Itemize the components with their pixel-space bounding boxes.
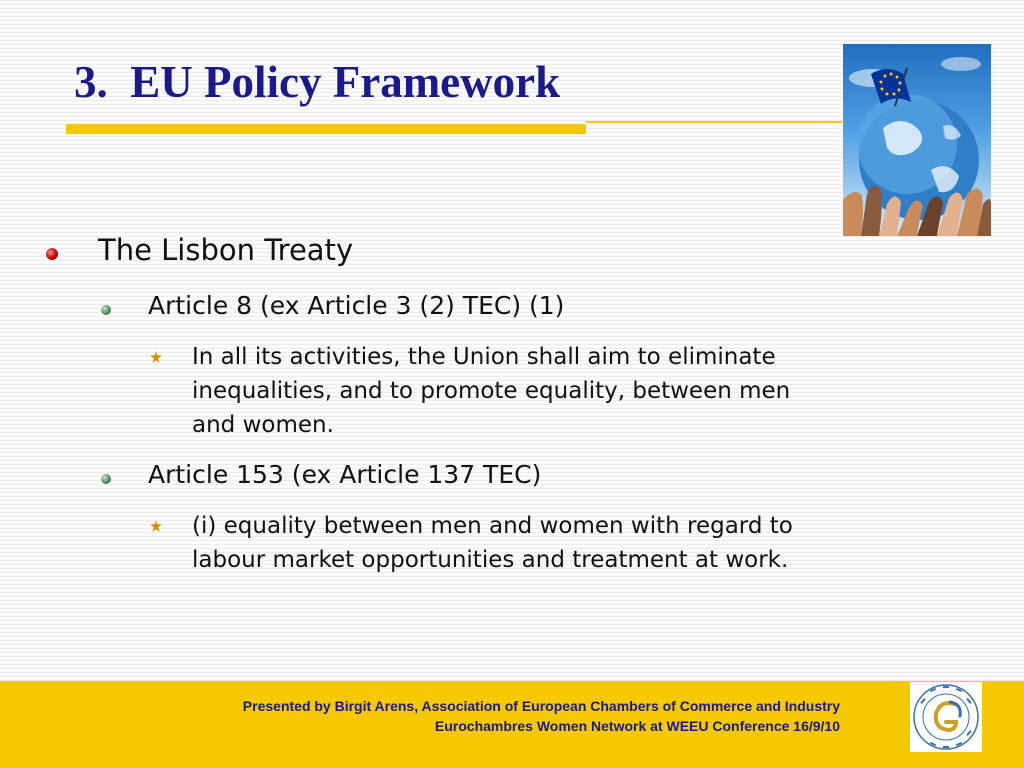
text-line: and women.	[192, 412, 334, 438]
title-underline-thick	[66, 124, 586, 134]
footer-line-event: Eurochambres Women Network at WEEU Conference 16/9/10	[434, 718, 840, 734]
text-line: labour market opportunities and treatment at work.	[192, 547, 789, 573]
footer-line-presenter: Presented by Birgit Arens, Association of European Chambers of Commerce and Industry	[242, 698, 840, 714]
level3-bullet-icon	[150, 351, 162, 363]
level1-bullet-icon	[46, 248, 58, 260]
text-line: (i) equality between men and women with regard to	[192, 513, 793, 539]
globe-hands-photo	[843, 44, 991, 236]
title-underline-thin	[586, 121, 842, 123]
university-logo	[910, 682, 982, 752]
bullet-article-8: Article 8 (ex Article 3 (2) TEC) (1)	[148, 291, 565, 320]
footer-credit	[243, 696, 840, 736]
text-line: In all its activities, the Union shall aim to eliminate	[192, 344, 776, 370]
article-8-text	[192, 340, 952, 442]
bullet-article-153: Article 153 (ex Article 137 TEC)	[148, 460, 542, 489]
level2-bullet-icon	[101, 474, 111, 484]
slide-title: 3. EU Policy Framework	[74, 57, 561, 107]
bullet-lisbon-treaty: The Lisbon Treaty	[98, 233, 354, 267]
article-153-text	[192, 509, 952, 577]
level2-bullet-icon	[101, 305, 111, 315]
text-line: inequalities, and to promote equality, between men	[192, 378, 791, 404]
level3-bullet-icon	[150, 520, 162, 532]
